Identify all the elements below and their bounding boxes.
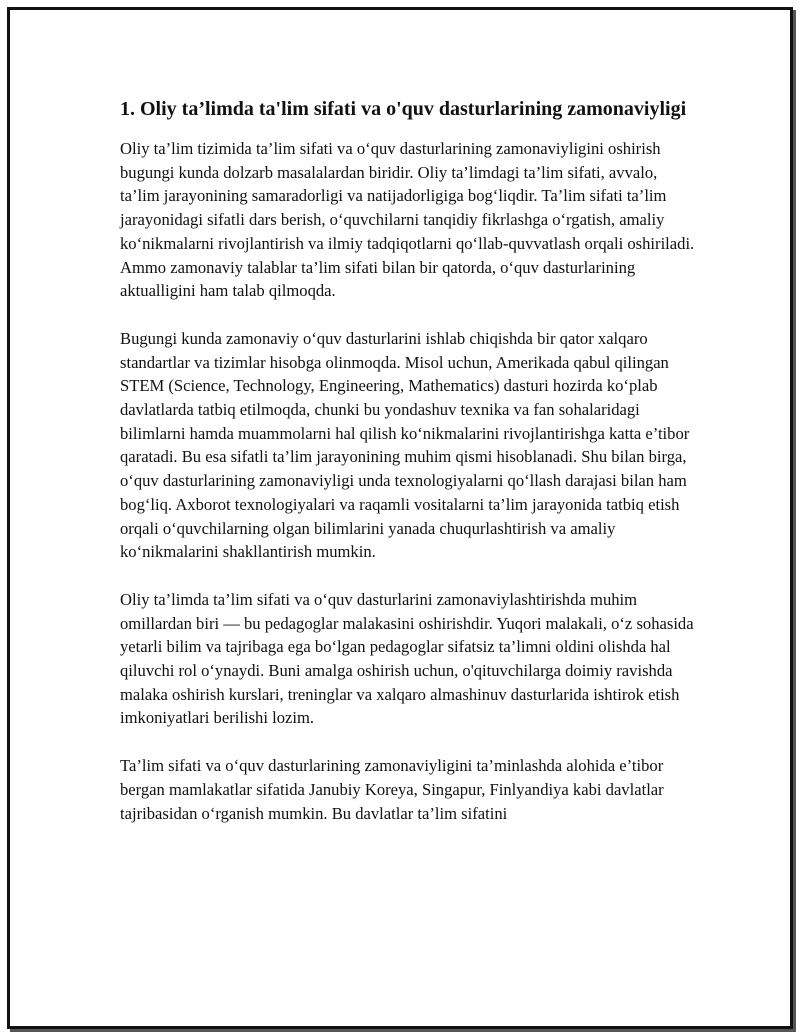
paragraph-1: Oliy ta’lim tizimida ta’lim sifati va o‘quv dasturlarining zamonaviyligini oshirish bugungi kunda dolzarb masalalardan biridir. Oliy ta’limdagi ta’lim sifati, avvalo, ta’lim jarayonining samaradorligi va natijadorligiga bog‘liqdir. Ta’lim sifati ta’lim jarayonidagi sifatli dars berish, o‘quvchilarni tanqidiy fikrlashga o‘rgatish, amaliy ko‘nikmalarni rivojlantirish va ilmiy tadqiqotlarni qo‘llab-quvvatlash orqali oshiriladi. Ammo zamonaviy talablar ta’lim sifati bilan bir qatorda, o‘quv dasturlarining aktualligini ham talab qilmoqda. — [120, 139, 695, 301]
section-heading: 1. Oliy ta’limda ta'lim sifati va o'quv dasturlarining zamonaviyligi — [120, 98, 687, 120]
paragraph-4: Ta’lim sifati va o‘quv dasturlarining zamonaviyligini ta’minlashda alohida e’tibor bergan mamlakatlar sifatida Janubiy Koreya, Singapur, Finlyandiya kabi davlatlar tajribasidan o‘rganish mumkin. Bu davlatlar ta’lim sifatini — [120, 756, 664, 823]
paragraph-2: Bugungi kunda zamonaviy o‘quv dasturlarini ishlab chiqishda bir qator xalqaro standartlar va tizimlar hisobga olinmoqda. Misol uchun, Amerikada qabul qilingan STEM (Science, Technology, Engineering, Mathematics) dasturi hozirda ko‘plab davlatlarda tatbiq etilmoqda, chunki bu yondashuv texnika va fan sohalaridagi bilimlarni hamda muammolarni hal qilish ko‘nikmalarini rivojlantirishga katta e’tibor qaratadi. Bu esa sifatli ta’lim jarayonining muhim qismi hisoblanadi. Shu bilan birga, o‘quv dasturlarining zamonaviyligi unda texnologiyalarni qo‘llash darajasi bilan ham bog‘liq. Axborot texnologiyalari va raqamli vositalarni ta’lim jarayonida tatbiq etish orqali o‘quvchilarning olgan bilimlarini yanada chuqurlashtirish va amaliy ko‘nikmalarini shakllantirish mumkin. — [120, 328, 690, 562]
page-frame — [7, 7, 793, 1029]
document-body — [120, 96, 700, 849]
paragraph-3: Oliy ta’limda ta’lim sifati va o‘quv dasturlarini zamonaviylashtirishda muhim omillardan biri — bu pedagoglar malakasini oshirishdir. Yuqori malakali, o‘z sohasida yetarli bilim va tajribaga ega bo‘lgan pedagoglar sifatsiz ta’limni oldini olishda hal qiluvchi rol o‘ynaydi. Buni amalga oshirish uchun, o'qituvchilarga doimiy ravishda malaka oshirish kurslari, treninglar va xalqaro almashinuv dasturlarida ishtirok etish imkoniyatlari berilishi lozim. — [120, 589, 694, 728]
